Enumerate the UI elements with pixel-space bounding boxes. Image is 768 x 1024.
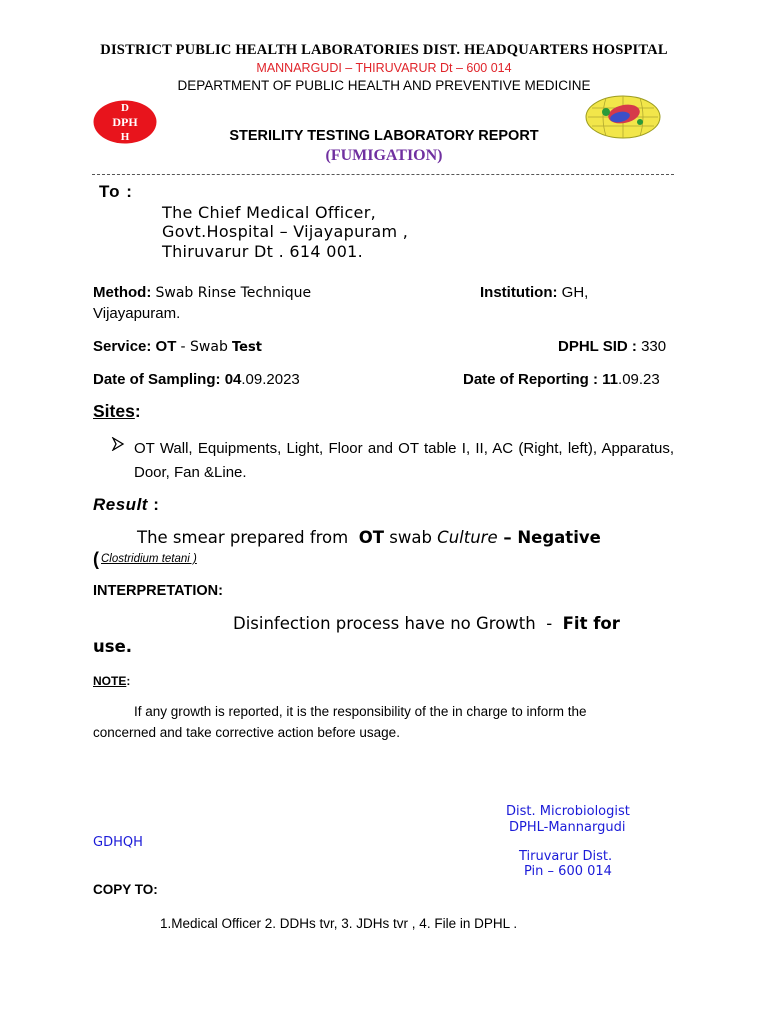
copy-to-list: 1.Medical Officer 2. DDHs tvr, 3. JDHs tvr , 4. File in DPHL . — [160, 916, 518, 931]
sites-list-item: OT Wall, Equipments, Light, Floor and OT table I, II, AC (Right, left), Apparatus, Door, Fan &Line. — [134, 440, 674, 481]
note-colon: : — [126, 674, 131, 688]
organism-name: Clostridium tetani ) — [101, 553, 197, 565]
service-label: Service: OT — [93, 338, 177, 355]
reporting-label: Date of Reporting : — [463, 371, 598, 388]
sid-field — [558, 338, 666, 355]
report-subtitle: (FUMIGATION) — [325, 147, 443, 164]
result-text-1: The smear prepared from — [137, 528, 359, 547]
result-heading — [93, 495, 159, 515]
recipient-line-1: The Chief Medical Officer, — [162, 203, 376, 222]
logo-letter-top: D — [121, 102, 129, 114]
institution-value-cont: Vijayapuram. — [93, 305, 181, 322]
interpretation-text: Disinfection process have no Growth - — [233, 614, 563, 633]
sites-heading — [93, 401, 141, 422]
service-value: - Swab — [180, 339, 228, 355]
reporting-rest: .09.23 — [618, 371, 660, 388]
interpretation-fit: Fit for — [562, 614, 620, 633]
result-label: Result — [93, 495, 148, 514]
header-line-3: DEPARTMENT OF PUBLIC HEALTH AND PREVENTIVE MEDICINE — [177, 78, 591, 93]
service-field — [93, 338, 262, 355]
interpretation-label: INTERPRETATION: — [93, 583, 223, 599]
sid-value: 330 — [641, 338, 667, 355]
signatory-title: Dist. Microbiologist — [506, 804, 630, 819]
interpretation-statement — [233, 614, 620, 633]
recipient-line-2: Govt.Hospital – Vijayapuram , — [162, 222, 409, 241]
reporting-date-field — [463, 371, 660, 388]
organism-open-paren: ( — [93, 549, 99, 569]
sid-label: DPHL SID : — [558, 338, 637, 355]
method-value: Swab Rinse Technique — [155, 285, 312, 301]
sites-label: Sites — [93, 401, 135, 421]
sampling-day: 04 — [224, 371, 242, 388]
method-field — [93, 284, 311, 301]
note-text-line-2: concerned and take corrective action before usage. — [93, 725, 400, 740]
recipient-line-3: Thiruvarur Dt . 614 001. — [162, 242, 364, 261]
note-text-line-1: If any growth is reported, it is the responsibility of the in charge to inform the — [134, 704, 587, 719]
signatory-district: Tiruvarur Dist. — [519, 849, 613, 864]
note-heading — [93, 674, 130, 688]
result-negative: Negative — [517, 528, 601, 547]
to-label: To : — [99, 182, 133, 201]
report-title: STERILITY TESTING LABORATORY REPORT — [229, 128, 539, 144]
sampling-date-field — [93, 371, 300, 388]
logo-letter-bottom: H — [120, 131, 130, 143]
logo-letters-mid: DPH — [112, 115, 138, 129]
signatory-pin: Pin – 600 014 — [524, 864, 612, 879]
note-label: NOTE — [93, 674, 127, 688]
reporting-day: 11 — [602, 371, 619, 388]
result-culture: Culture — [437, 528, 498, 547]
header-line-1: DISTRICT PUBLIC HEALTH LABORATORIES DIST. HEADQUARTERS HOSPITAL — [100, 42, 668, 58]
result-colon: : — [147, 495, 160, 514]
service-test: Test — [232, 340, 262, 355]
result-ot: OT — [358, 528, 384, 547]
gdhqh-label: GDHQH — [93, 835, 143, 850]
signatory-lab: DPHL-Mannargudi — [509, 820, 626, 835]
interpretation-use: use. — [93, 637, 133, 656]
sampling-label: Date of Sampling: — [93, 371, 221, 388]
result-text-2: swab — [384, 528, 438, 547]
sites-colon: : — [134, 401, 141, 421]
institution-value: GH, — [561, 284, 589, 301]
method-label: Method: — [93, 284, 152, 301]
arrow-bullet-icon — [111, 437, 125, 455]
header-line-2: MANNARGUDI – THIRUVARUR Dt – 600 014 — [256, 61, 512, 75]
sampling-rest: .09.2023 — [241, 371, 300, 388]
institution-field — [480, 284, 588, 301]
dashed-divider — [92, 174, 674, 175]
result-dash: – — [497, 528, 518, 547]
copy-to-label: COPY TO: — [93, 882, 158, 897]
result-statement — [137, 528, 601, 547]
institution-label: Institution: — [480, 284, 558, 301]
